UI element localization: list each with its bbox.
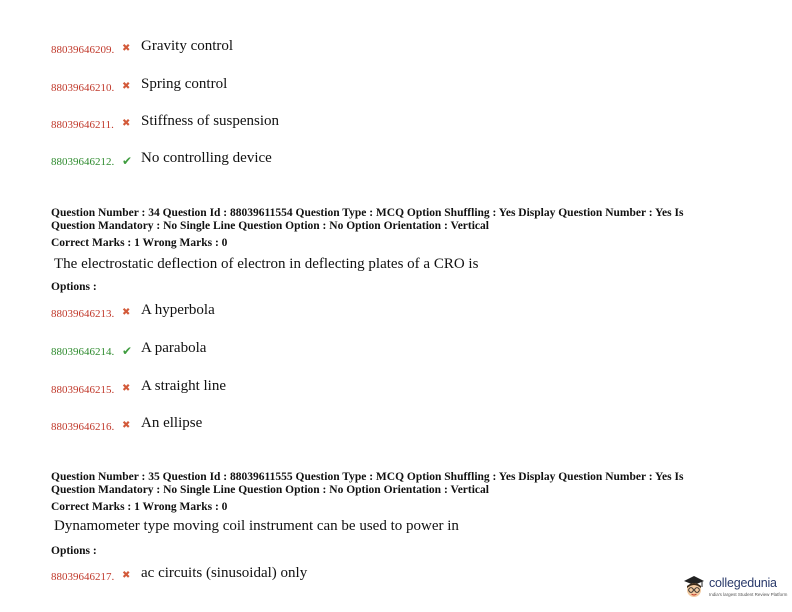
question-header bbox=[51, 471, 741, 497]
cross-icon: ✖ bbox=[122, 118, 131, 129]
option-id: 88039646212. bbox=[51, 156, 115, 168]
question-header bbox=[51, 207, 741, 233]
option-id: 88039646214. bbox=[51, 346, 115, 358]
option-text: A hyperbola bbox=[141, 302, 215, 318]
options-label: Options : bbox=[51, 545, 97, 557]
brand-name: collegedunia bbox=[709, 576, 777, 590]
cross-icon: ✖ bbox=[122, 43, 131, 54]
question-header-line: Question Mandatory : No Single Line Question Option : No Option Orientation : Vertical bbox=[51, 220, 489, 232]
option-text: Gravity control bbox=[141, 38, 234, 54]
option-text: Spring control bbox=[141, 76, 228, 92]
cross-icon: ✖ bbox=[122, 570, 131, 581]
question-text: Dynamometer type moving coil instrument can be used to power in bbox=[54, 518, 459, 534]
option-text: A parabola bbox=[141, 340, 207, 356]
option-id: 88039646216. bbox=[51, 421, 115, 433]
option-id: 88039646215. bbox=[51, 384, 115, 396]
cross-icon: ✖ bbox=[122, 420, 131, 431]
option-text: An ellipse bbox=[141, 415, 203, 431]
student-mascot-icon bbox=[682, 574, 706, 600]
collegedunia-logo bbox=[682, 573, 788, 603]
option-text: ac circuits (sinusoidal) only bbox=[141, 565, 308, 581]
option-id: 88039646217. bbox=[51, 571, 115, 583]
question-marks: Correct Marks : 1 Wrong Marks : 0 bbox=[51, 501, 228, 513]
option-id: 88039646213. bbox=[51, 308, 115, 320]
question-header-line: Question Number : 35 Question Id : 88039611555 Question Type : MCQ Option Shuffling : Yes Display Question Number : Yes Is bbox=[51, 471, 684, 483]
option-text: A straight line bbox=[141, 378, 226, 394]
option-text: No controlling device bbox=[141, 150, 272, 166]
check-icon: ✔ bbox=[122, 154, 133, 168]
check-icon: ✔ bbox=[122, 344, 133, 358]
cross-icon: ✖ bbox=[122, 81, 131, 92]
question-text: The electrostatic deflection of electron in deflecting plates of a CRO is bbox=[54, 256, 479, 272]
question-header-line: Question Mandatory : No Single Line Question Option : No Option Orientation : Vertical bbox=[51, 484, 489, 496]
option-id: 88039646211. bbox=[51, 119, 114, 131]
options-label: Options : bbox=[51, 281, 97, 293]
question-marks: Correct Marks : 1 Wrong Marks : 0 bbox=[51, 237, 228, 249]
brand-tagline: India's largest Student Review Platform bbox=[709, 592, 788, 597]
option-text: Stiffness of suspension bbox=[141, 113, 280, 129]
question-header-line: Question Number : 34 Question Id : 88039611554 Question Type : MCQ Option Shuffling : Yes Display Question Number : Yes Is bbox=[51, 207, 684, 219]
cross-icon: ✖ bbox=[122, 383, 131, 394]
option-id: 88039646210. bbox=[51, 82, 115, 94]
option-id: 88039646209. bbox=[51, 44, 115, 56]
cross-icon: ✖ bbox=[122, 307, 131, 318]
